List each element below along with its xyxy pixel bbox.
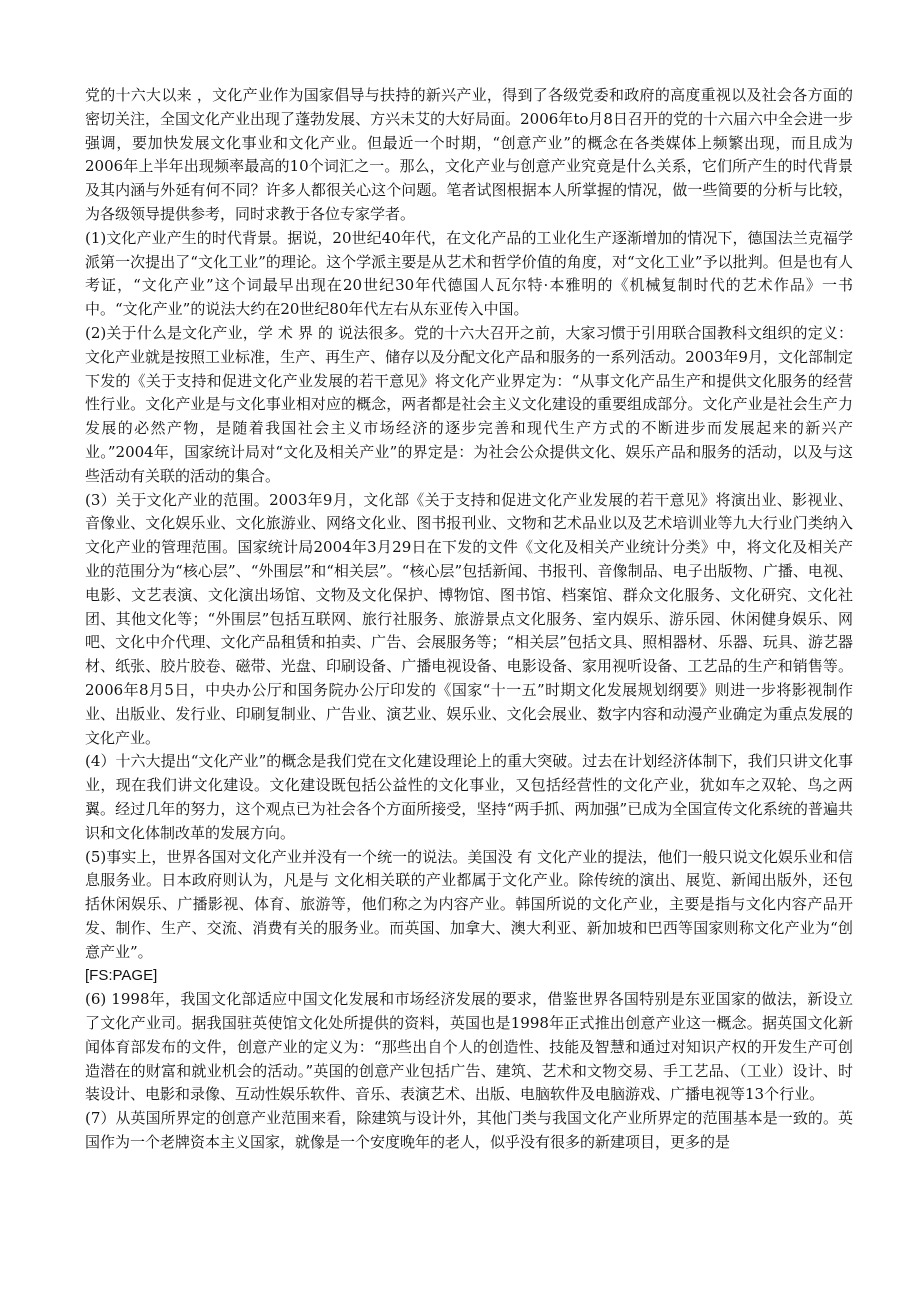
document-body bbox=[85, 84, 853, 1155]
intro-paragraph: 党的十六大以来 ，文化产业作为国家倡导与扶持的新兴产业，得到了各级党委和政府的高度重视以及社会各方面的密切关注，全国文化产业出现了蓬勃发展、方兴未艾的大好局面。2006年to月8日召开的党的十六届六中全会进一步强调，要加快发展文化事业和文化产业。但最近一个时期，“创意产业”的概念在各类媒体上频繁出现，而且成为2006年上半年出现频率最高的10个词汇之一。那么，文化产业与创意产业究竟是什么关系，它们所产生的时代背景及其内涵与外延有何不同？许多人都很关心这个问题。笔者试图根据本人所掌握的情况，做一些简要的分析与比较，为各级领导提供参考，同时求教于各位专家学者。 bbox=[85, 86, 853, 223]
paragraph-6-uk-creative-industry: (6) 1998年，我国文化部适应中国文化发展和市场经济发展的要求，借鉴世界各国特别是东亚国家的做法，新设立了文化产业司。据我国驻英使馆文化处所提供的资料，英国也是1998年正式推出创意产业这一概念。据英国文化新闻体育部发布的文件，创意产业的定义为：“那些出自个人的创造性、技能及智慧和通过对知识产权的开发生产可创造潜在的财富和就业机会的活动。”英国的创意产业包括广告、建筑、艺术和文物交易、手工艺品、（工业）设计、时装设计、电影和录像、互动性娱乐软件、音乐、表演艺术、出版、电脑软件及电脑游戏、广播电视等13个行业。 bbox=[85, 990, 853, 1104]
page-break-marker: [FS:PAGE] bbox=[85, 967, 158, 985]
paragraph-2-definition: (2)关于什么是文化产业，学 术 界 的 说法很多。党的十六大召开之前，大家习惯于引用联合国教科文组织的定义：文化产业就是按照工业标准，生产、再生产、储存以及分配文化产品和服务的一系列活动。2003年9月，文化部制定下发的《关于支持和促进文化产业发展的若干意见》将文化产业界定为：“从事文化产品生产和提供文化服务的经营性行业。文化产业是与文化事业相对应的概念，两者都是社会主义文化建设的重要组成部分。文化产业是社会生产力发展的必然产物，是随着我国社会主义市场经济的逐步完善和现代生产方式的不断进步而发展起来的新兴产业。”2004年，国家统计局对“文化及相关产业”的界定是：为社会公众提供文化、娱乐产品和服务的活动，以及与这些活动有关联的活动的集合。 bbox=[85, 323, 853, 485]
paragraph-3-scope: (3）关于文化产业的范围。2003年9月，文化部《关于支持和促进文化产业发展的若干意见》将演出业、影视业、音像业、文化娱乐业、文化旅游业、网络文化业、图书报刊业、文物和艺术品业以及艺术培训业等九大行业门类纳入文化产业的管理范围。国家统计局2004年3月29日在下发的文件《文化及相关产业统计分类》中，将文化及相关产业的范围分为“核心层”、“外围层”和“相关层”。“核心层”包括新闻、书报刊、音像制品、电子出版物、广播、电视、电影、文艺表演、文化演出场馆、文物及文化保护、博物馆、图书馆、档案馆、群众文化服务、文化研究、文化社团、其他文化等；“外围层”包括互联网、旅行社服务、旅游景点文化服务、室内娱乐、游乐园、休闲健身娱乐、网吧、文化中介代理、文化产品租赁和拍卖、广告、会展服务等；“相关层”包括文具、照相器材、乐器、玩具、游艺器材、纸张、胶片胶卷、磁带、光盘、印刷设备、广播电视设备、电影设备、家用视听设备、工艺品的生产和销售等。2006年8月5日，中央办公厅和国务院办公厅印发的《国家“十一五”时期文化发展规划纲要》则进一步将影视制作业、出版业、发行业、印刷复制业、广告业、演艺业、娱乐业、文化会展业、数字内容和动漫产业确定为重点发展的文化产业。 bbox=[85, 490, 853, 747]
paragraph-7-comparison: (7）从英国所界定的创意产业范围来看，除建筑与设计外，其他门类与我国文化产业所界定的范围基本是一致的。英国作为一个老牌资本主义国家，就像是一个安度晚年的老人，似乎没有很多的新建项目，更多的是 bbox=[85, 1109, 853, 1152]
paragraph-5-international-views: (5)事实上，世界各国对文化产业并没有一个统一的说法。美国没 有 文化产业的提法，他们一般只说文化娱乐业和信息服务业。日本政府则认为，凡是与 文化相关联的产业都属于文化产业。除传统的演出、展览、新闻出版外，还包括休闲娱乐、广播影视、体育、旅游等，他们称之为内容产业。韩国所说的文化产业，主要是指与文化内容产品开发、制作、生产、交流、消费有关的服务业。而英国、加拿大、澳大利亚、新加坡和巴西等国家则称文化产业为“创意产业”。 bbox=[85, 847, 853, 961]
paragraph-4-theory-breakthrough: (4）十六大提出“文化产业”的概念是我们党在文化建设理论上的重大突破。过去在计划经济体制下，我们只讲文化事业，现在我们讲文化建设。文化建设既包括公益性的文化事业，又包括经营性的文化产业，犹如车之双轮、鸟之两翼。经过几年的努力，这个观点已为社会各个方面所接受，坚持“两手抓、两加强”已成为全国宣传文化系统的普遍共识和文化体制改革的发展方向。 bbox=[85, 752, 853, 842]
paragraph-1-historical-background: (1)文化产业产生的时代背景。据说，20世纪40年代，在文化产品的工业化生产逐渐增加的情况下，德国法兰克福学派第一次提出了“文化工业”的理论。这个学派主要是从艺术和哲学价值的角度，对“文化工业”予以批判。但是也有人考证，“文化产业”这个词最早出现在20世纪30年代德国人瓦尔特·本雅明的《机械复制时代的艺术作品》一书中。“文化产业”的说法大约在20世纪80年代左右从东亚传入中国。 bbox=[85, 228, 853, 319]
